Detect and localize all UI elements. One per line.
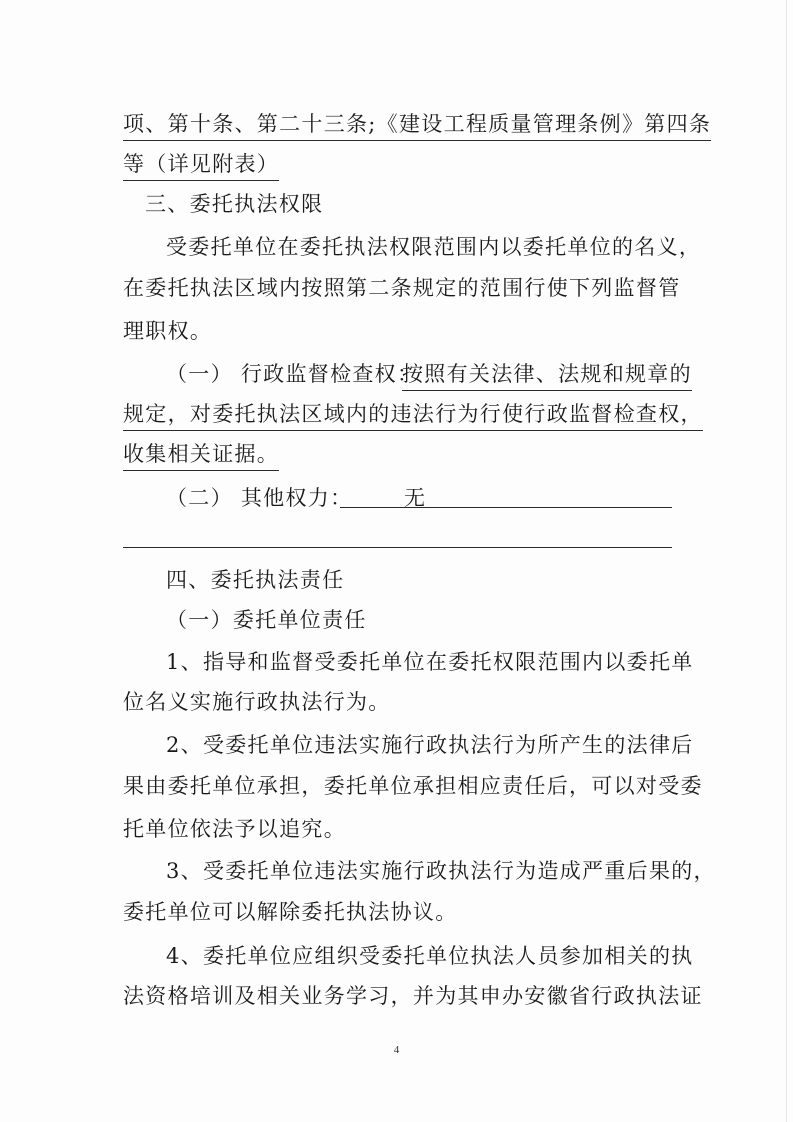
body-text-line: 受委托单位在委托执法权限范围内以委托单位的名义， xyxy=(166,235,702,259)
body-text-line: 规定，对委托执法区域内的违法行为行使行政监督检查权， xyxy=(123,400,703,431)
section-heading: 三、委托执法权限 xyxy=(145,192,324,216)
body-text-line: 理职权。 xyxy=(123,319,213,343)
body-text-line: 1、指导和监督受委托单位在委托权限范围内以委托单 xyxy=(166,650,694,674)
page-number: 4 xyxy=(393,1044,400,1056)
section-heading: 四、委托执法责任 xyxy=(166,568,345,592)
body-text-line: 法资格培训及相关业务学习，并为其申办安徽省行政执法证 xyxy=(123,984,703,1008)
subsection-heading: （一）委托单位责任 xyxy=(166,608,367,632)
fill-in-blank-line xyxy=(340,507,672,508)
subsection-heading: （一） 行政监督检查权： xyxy=(166,362,420,386)
scan-edge xyxy=(786,0,787,1122)
body-text-line: 2、受委托单位违法实施行政执法行为所产生的法律后 xyxy=(166,733,694,757)
body-text-line: 收集相关证据。 xyxy=(123,440,279,471)
body-text-line: 4、委托单位应组织受委托单位执法人员参加相关的执 xyxy=(166,944,694,968)
subsection-heading: （二） 其他权力： xyxy=(166,486,353,510)
body-text-line: 果由委托单位承担，委托单位承担相应责任后，可以对受委 xyxy=(123,774,703,798)
body-text-line: 3、受委托单位违法实施行政执法行为造成严重后果的， xyxy=(166,859,716,883)
fill-in-value: 无 xyxy=(404,486,427,510)
body-text-line: 托单位依法予以追究。 xyxy=(123,817,346,841)
body-text-line: 按照有关法律、法规和规章的 xyxy=(402,360,692,391)
body-text-line: 在委托执法区域内按照第二条规定的范围行使下列监督管 xyxy=(123,276,681,300)
body-text-line: 等（详见附表） xyxy=(123,150,279,181)
fill-in-blank-line xyxy=(123,547,672,548)
body-text-line: 位名义实施行政执法行为。 xyxy=(123,690,391,714)
body-text-line: 项、第十条、第二十三条;《建设工程质量管理条例》第四条 xyxy=(123,110,711,141)
body-text-line: 委托单位可以解除委托执法协议。 xyxy=(123,900,458,924)
